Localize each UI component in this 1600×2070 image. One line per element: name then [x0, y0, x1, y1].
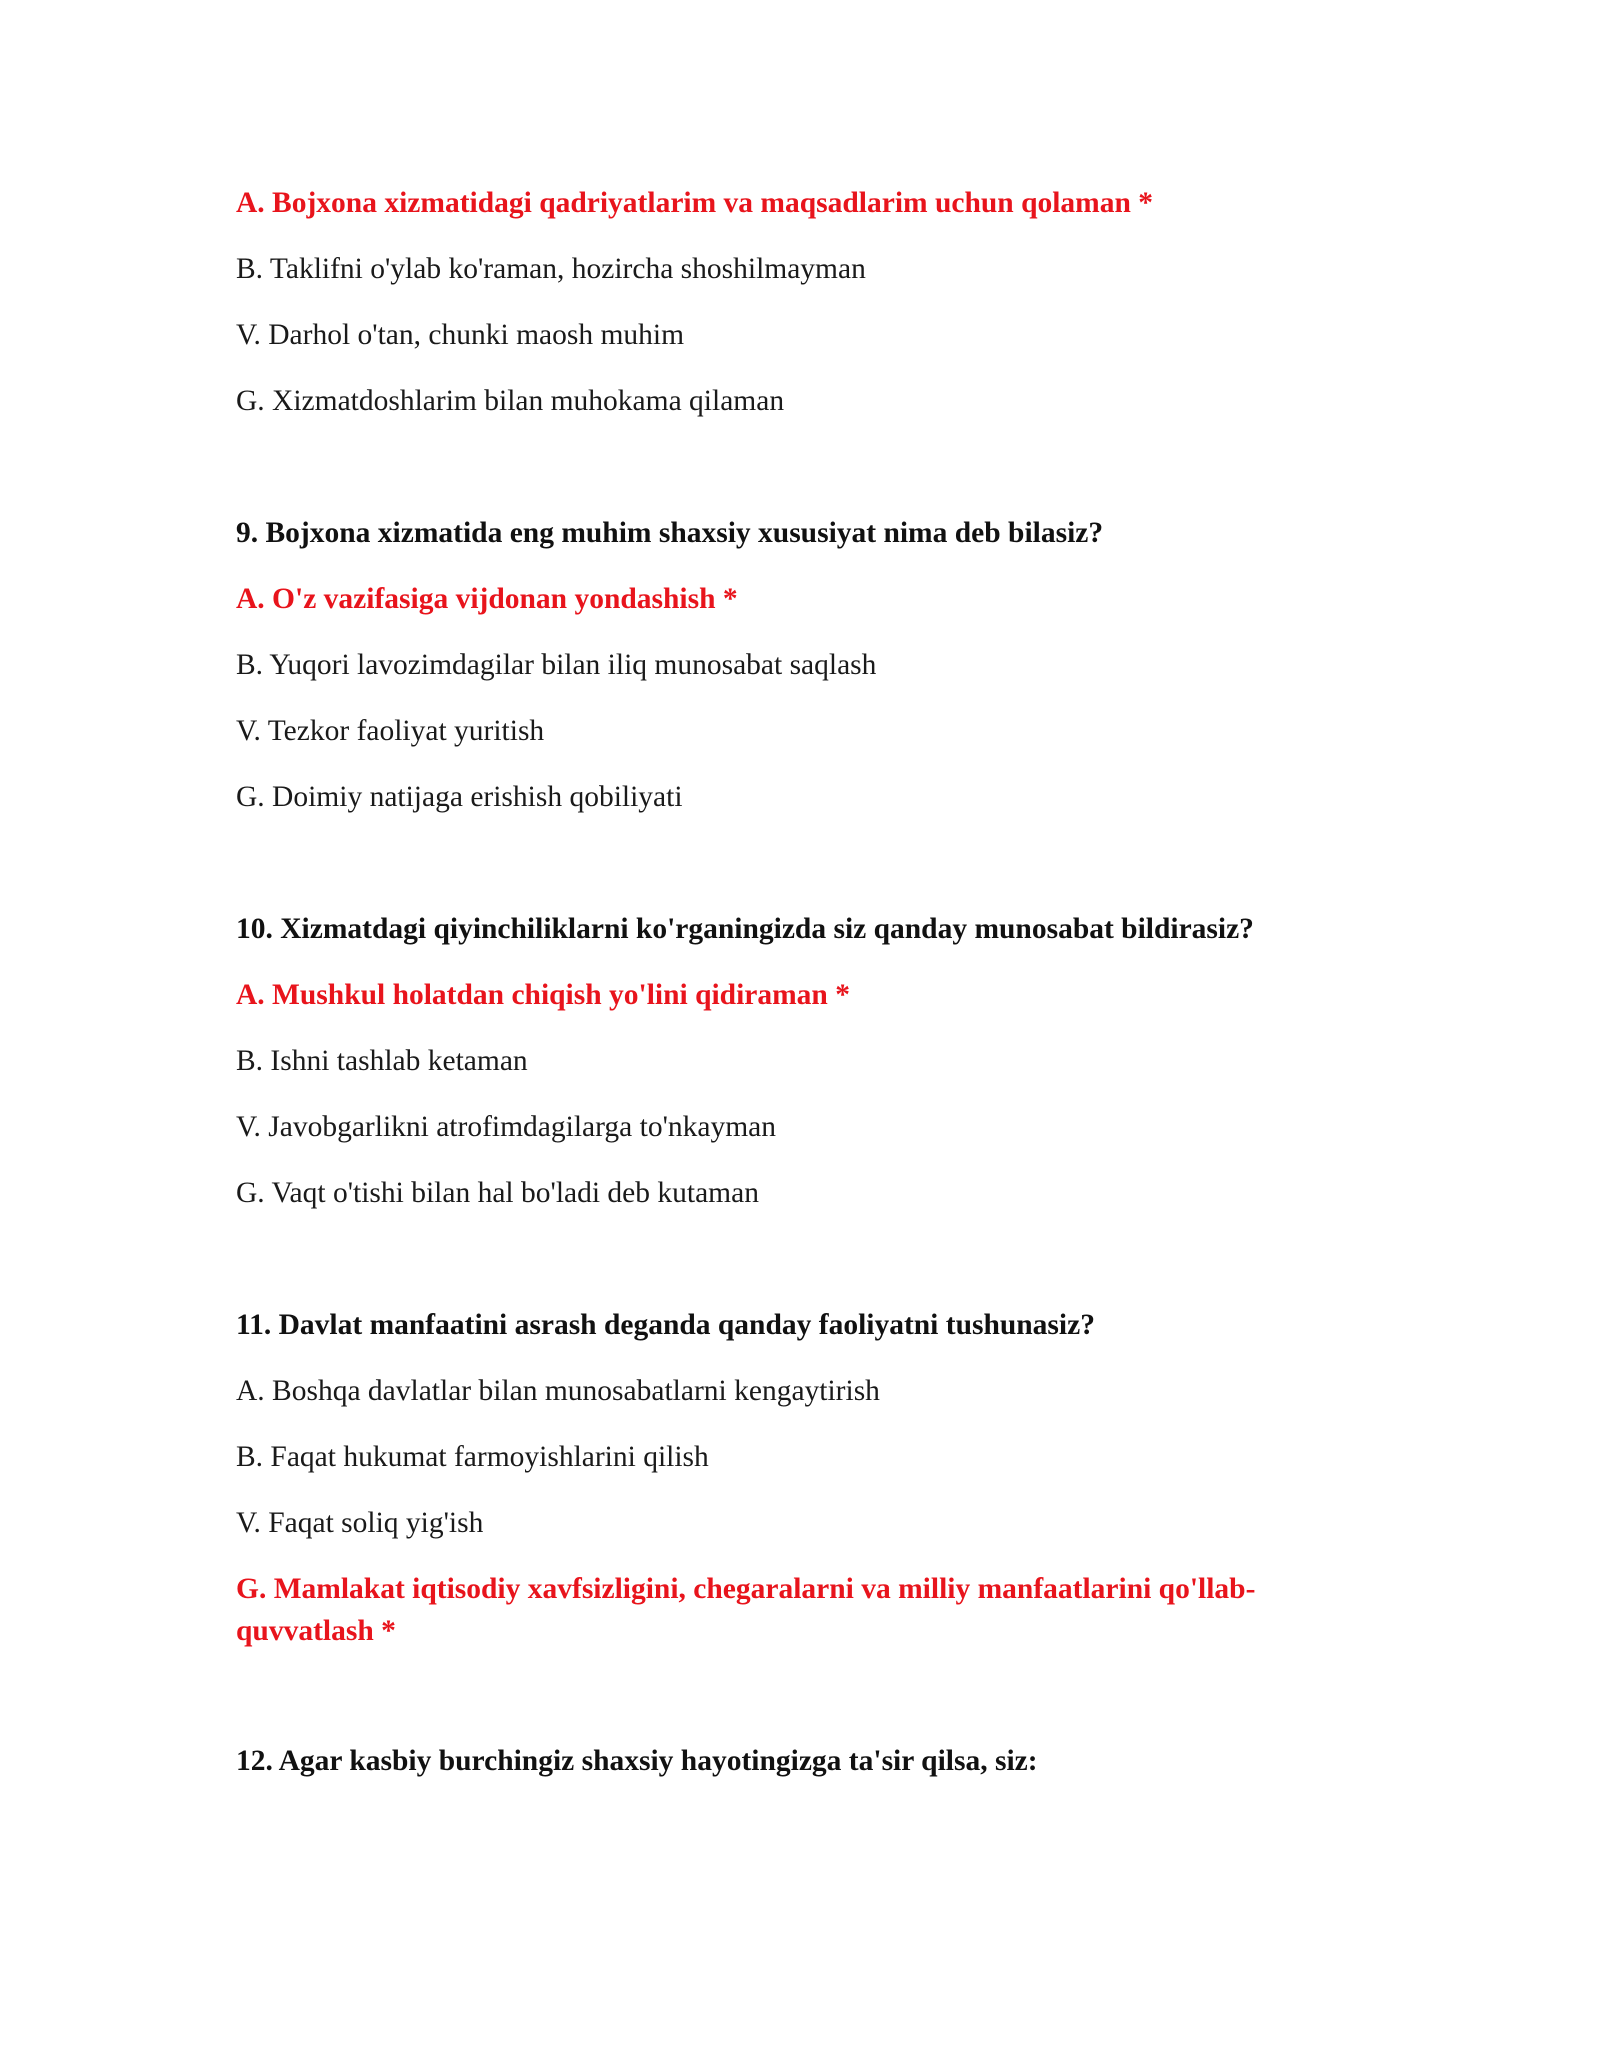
answer-option: B. Faqat hukumat farmoyishlarini qilish: [236, 1441, 709, 1473]
answer-option: V. Tezkor faoliyat yuritish: [236, 715, 545, 747]
answer-option: G. Vaqt o'tishi bilan hal bo'ladi deb kutaman: [236, 1177, 759, 1209]
answer-option: V. Faqat soliq yig'ish: [236, 1507, 484, 1539]
question-title: 12. Agar kasbiy burchingiz shaxsiy hayotingizga ta'sir qilsa, siz:: [236, 1745, 1038, 1777]
answer-option: A. Boshqa davlatlar bilan munosabatlarni kengaytirish: [236, 1375, 880, 1407]
answer-option-correct: A. O'z vazifasiga vijdonan yondashish *: [236, 583, 738, 615]
answer-option: B. Taklifni o'ylab ko'raman, hozircha shoshilmayman: [236, 253, 866, 285]
answer-option: B. Ishni tashlab ketaman: [236, 1045, 528, 1077]
answer-option: G. Doimiy natijaga erishish qobiliyati: [236, 781, 683, 813]
answer-option-correct: A. Mushkul holatdan chiqish yo'lini qidiraman *: [236, 979, 850, 1011]
question-title: 9. Bojxona xizmatida eng muhim shaxsiy xususiyat nima deb bilasiz?: [236, 517, 1104, 549]
answer-option: V. Darhol o'tan, chunki maosh muhim: [236, 319, 685, 351]
answer-option: B. Yuqori lavozimdagilar bilan iliq munosabat saqlash: [236, 649, 877, 681]
answer-option-correct: A. Bojxona xizmatidagi qadriyatlarim va maqsadlarim uchun qolaman *: [236, 187, 1154, 219]
answer-option-correct: G. Mamlakat iqtisodiy xavfsizligini, chegaralarni va milliy manfaatlarini qo'llab-quvvatlash *: [236, 1573, 1256, 1647]
question-title: 11. Davlat manfaatini asrash deganda qanday faoliyatni tushunasiz?: [236, 1309, 1095, 1341]
question-title: 10. Xizmatdagi qiyinchiliklarni ko'rganingizda siz qanday munosabat bildirasiz?: [236, 913, 1254, 945]
answer-option: G. Xizmatdoshlarim bilan muhokama qilaman: [236, 385, 785, 417]
answer-option: V. Javobgarlikni atrofimdagilarga to'nkayman: [236, 1111, 777, 1143]
